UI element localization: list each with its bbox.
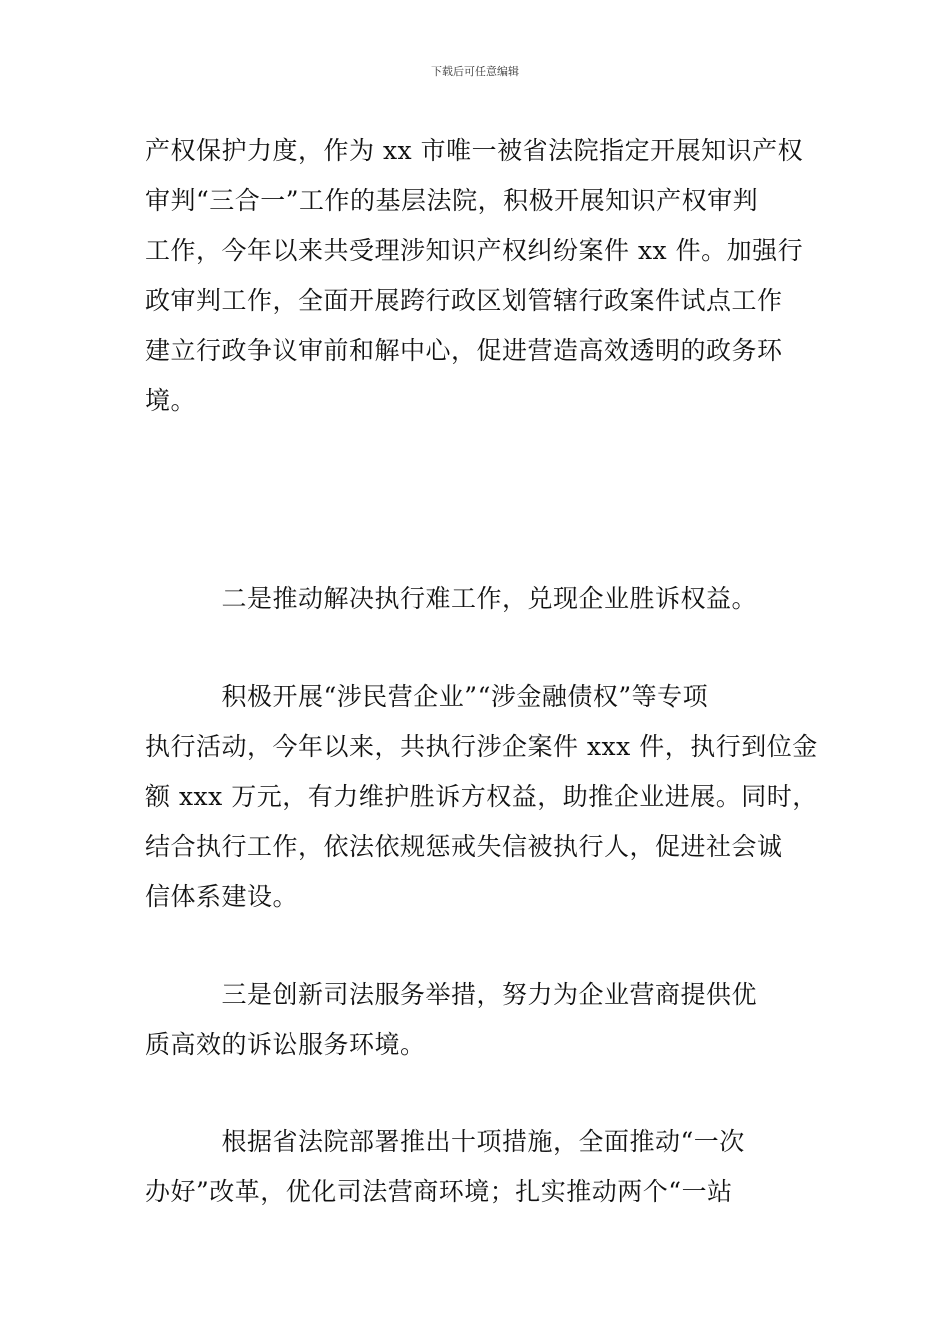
text-line: 二是推动解决执行难工作，兑现企业胜诉权益。 (145, 584, 758, 613)
text-line: 建立行政争议审前和解中心，促进营造高效透明的政务环 (145, 336, 783, 365)
page-header-note: 下载后可任意编辑 (431, 65, 519, 78)
text-line: 政审判工作，全面开展跨行政区划管辖行政案件试点工作 (145, 286, 783, 315)
text-line: 积极开展“涉民营企业”“涉金融债权”等专项 (145, 682, 709, 711)
text-line: 根据省法院部署推出十项措施，全面推动“一次 (145, 1127, 745, 1156)
text-line: 境。 (145, 386, 197, 415)
text-line: 结合执行工作，依法依规惩戒失信被执行人，促进社会诚 (145, 832, 783, 861)
text-line: 三是创新司法服务举措，努力为企业营商提供优 (145, 980, 758, 1009)
section-heading-enforcement (145, 574, 815, 624)
text-line: 办好”改革，优化司法营商环境；扎实推动两个“一站 (145, 1177, 733, 1206)
section-heading-judicial-services (145, 970, 815, 1070)
text-line: 产权保护力度，作为 xx 市唯一被省法院指定开展知识产权 (145, 136, 804, 165)
paragraph-ten-measures (145, 1117, 815, 1217)
text-line: 审判“三合一”工作的基层法院，积极开展知识产权审判 (145, 186, 759, 215)
paragraph-enforcement-activities (145, 672, 818, 922)
paragraph-ip-protection (145, 126, 815, 426)
text-line: 质高效的诉讼服务环境。 (145, 1030, 426, 1059)
text-line: 工作，今年以来共受理涉知识产权纠纷案件 xx 件。加强行 (145, 236, 804, 265)
text-line: 执行活动，今年以来，共执行涉企案件 xxx 件，执行到位金 (145, 732, 818, 761)
text-line: 信体系建设。 (145, 882, 299, 911)
text-line: 额 xxx 万元，有力维护胜诉方权益，助推企业进展。同时， (145, 782, 818, 811)
